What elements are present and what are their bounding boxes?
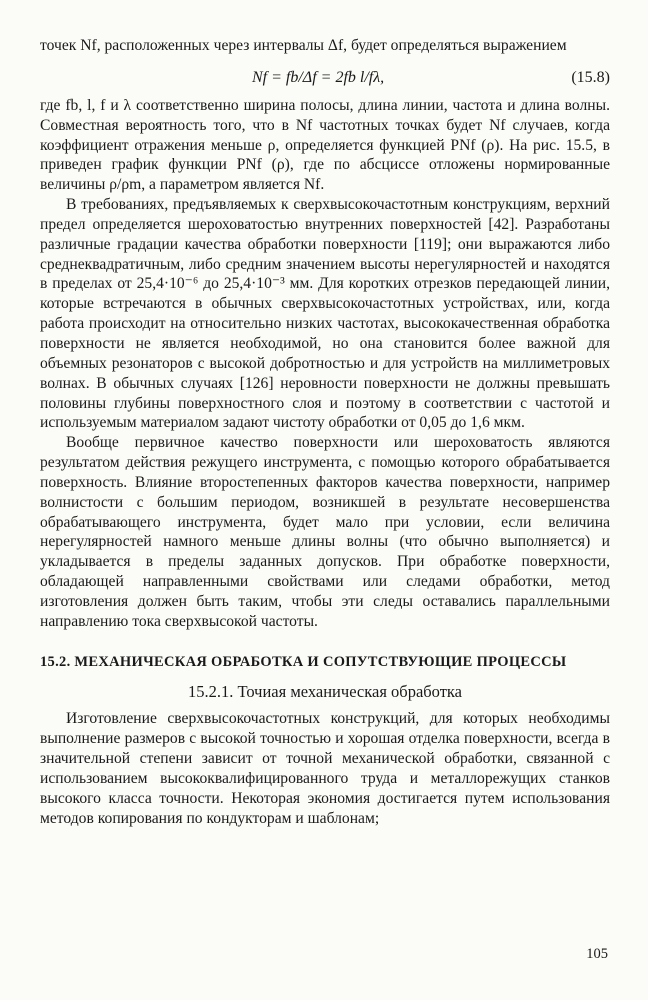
paragraph-intro: точек Nf, расположенных через интервалы Δf, будет определяться выражением <box>40 37 567 54</box>
paragraph-surface-quality: Вообще первичное качество поверхности или шероховатость являются результатом действия режущего инструмента, с помощью которого обрабатывается поверхность. Влияние второстепенных факторов качества поверхности, например волнистости с большим периодом, возникшей в результате несовершенства обрабатывающего инструмента, будет мало при условии, если величина нерегулярностей намного меньше длины волны (что обычно выполняется) и укладывается в пределы заданных допусков. При обработке поверхности, обладающей направленными свойствами или следами обработки, метод изготовления должен быть таким, чтобы эти следы оставались параллельными направлению тока сверхвысокой частоты. <box>40 434 610 630</box>
paragraph-definitions: где fb, l, f и λ соответственно ширина полосы, длина линии, частота и длина волны. Совместная вероятность того, что в Nf частотных точках будет Nf случаев, когда коэффициент отражения меньше ρ, определяется функцией PNf (ρ). На рис. 15.5, в приведен график функции PNf (ρ), где по абсциссе отложены нормированные величины ρ/ρm, а параметром является Nf. <box>40 96 610 194</box>
subsection-heading: 15.2.1. Точиая механическая обработка <box>188 682 462 702</box>
paragraph-requirements: В требованиях, предъявляемых к сверхвысокочастотным конструкциям, верхний предел определяется шероховатостью внутренних поверхностей [42]. Разработаны различные градации качества обработки поверхности [119]; они выражаются либо среднеквадратичным, либо средним значением высоты нерегулярностей и находятся в пределах от 25,4·10⁻⁶ до 25,4·10⁻³ мм. Для коротких отрезков передающей линии, которые встречаются в обычных сверхвысокочастотных устройствах, или, когда работа происходит на относительно низких частотах, высококачественная обработка поверхности не является необходимой, но она становится более важной для объемных резонаторов с высокой добротностью и для устройств на миллиметровых волнах. В обычных случаях [126] неровности поверхности не должны превышать половины глубины поверхностного слоя и поэтому в соответствии с частотой и используемым материалом задают чистоту обработки от 0,05 до 1,6 мкм. <box>40 196 610 432</box>
section-heading: 15.2. МЕХАНИЧЕСКАЯ ОБРАБОТКА И СОПУТСТВУЮЩИЕ ПРОЦЕССЫ <box>40 653 567 670</box>
formula-15-8 <box>40 62 610 96</box>
formula-number: (15.8) <box>571 68 610 86</box>
page-number: 105 <box>586 946 608 962</box>
formula-expression: Nf = fb/Δf = 2fb l/fλ, <box>252 68 385 86</box>
paragraph-precision-machining: Изготовление сверхвысокочастотных конструкций, для которых необходимы выполнение размеров с высокой точностью и хорошая отделка поверхности, всегда в значительной степени зависит от точной механической обработки, связанной с использованием высококвалифицированного труда и металлорежущих станков высокого класса точности. Некоторая экономия достигается путем использования методов копирования по кондукторам и шаблонам; <box>40 710 610 827</box>
